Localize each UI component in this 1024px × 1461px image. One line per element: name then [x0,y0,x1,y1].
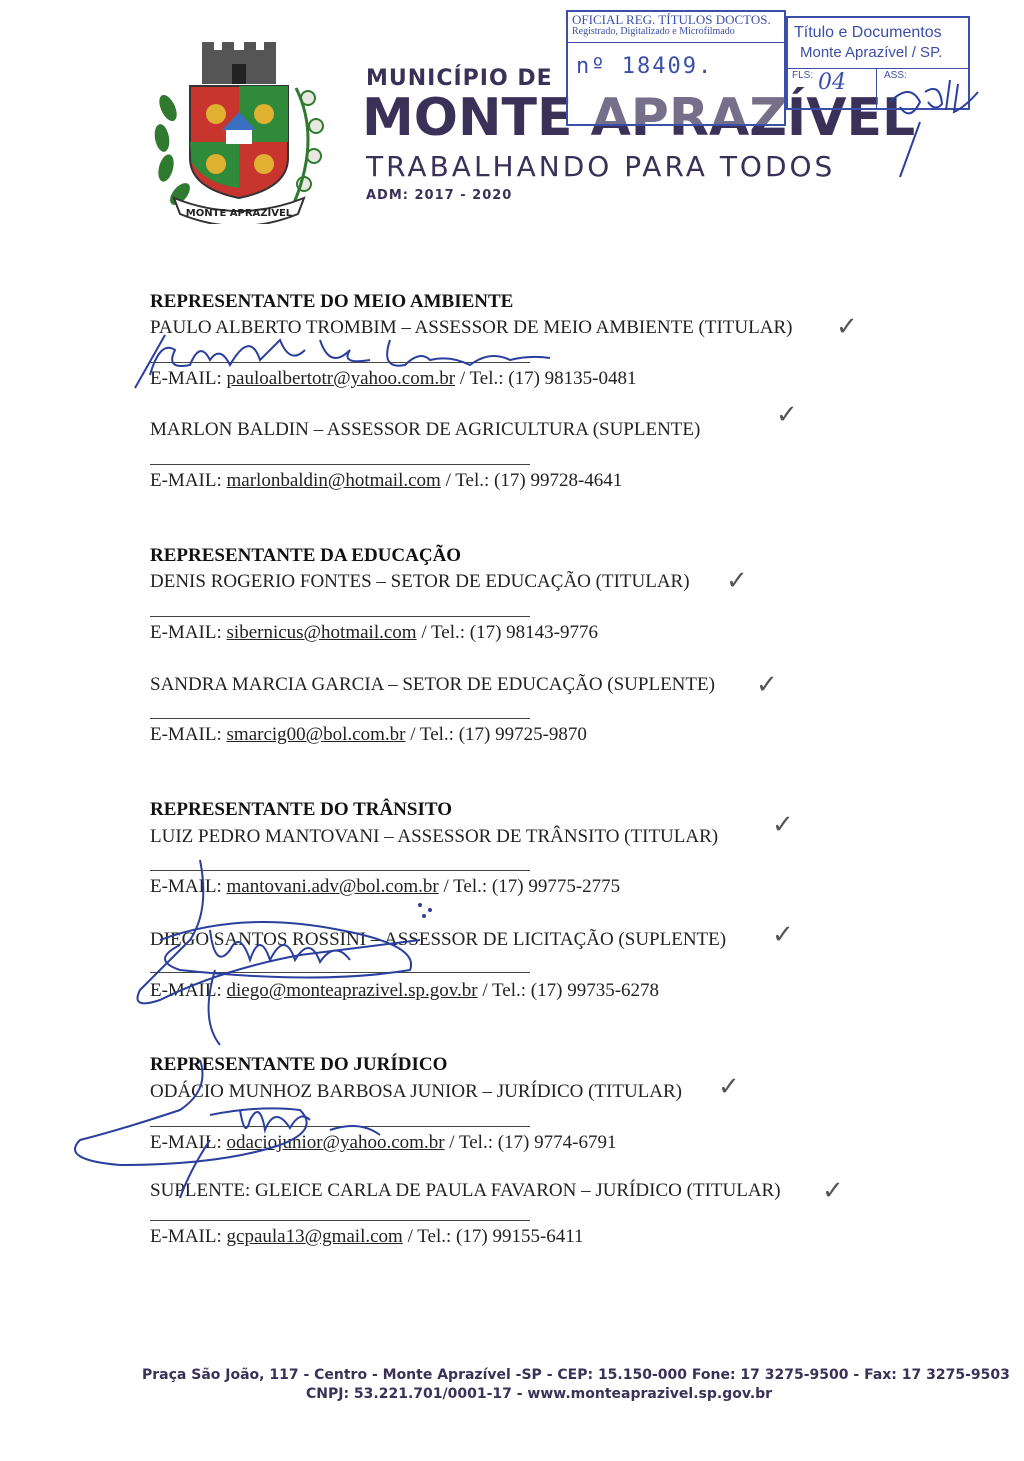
municipality-label: MUNICÍPIO DE [366,66,553,91]
member-name: PAULO ALBERTO TROMBIM – ASSESSOR DE MEIO AMBIENTE (TITULAR) [150,317,793,338]
member-phone: / Tel.: (17) 9774-6791 [444,1132,617,1153]
administration-period: ADM: 2017 - 2020 [366,188,513,203]
signature-line [150,1220,530,1221]
member-contact: E-MAIL: diego@monteaprazivel.sp.gov.br / Tel.: (17) 99735-6278 [150,980,660,1001]
check-mark-icon: ✓ [772,920,794,950]
member-phone: / Tel.: (17) 99155-6411 [402,1226,584,1247]
stamp-ass-label: ASS: [884,70,907,81]
stamp-title-line2: Monte Aprazível / SP. [800,44,943,61]
signature-line [150,464,530,465]
signature-line [150,718,530,719]
member-contact: E-MAIL: odaciojunior@yahoo.com.br / Tel.: (17) 9774-6791 [150,1132,617,1153]
member-name: SUPLENTE: GLEICE CARLA DE PAULA FAVARON – JURÍDICO (TITULAR) [150,1180,781,1201]
stamp-fls-label: FLS: [792,70,814,81]
member-name: MARLON BALDIN – ASSESSOR DE AGRICULTURA (SUPLENTE) [150,419,701,440]
footer-address: Praça São João, 117 - Centro - Monte Aprazível -SP - CEP: 15.150-000 Fone: 17 3275-9500 - Fax: 17 3275-9503 [142,1367,1010,1383]
section-heading-meio-ambiente: REPRESENTANTE DO MEIO AMBIENTE [150,291,514,312]
member-name: DENIS ROGERIO FONTES – SETOR DE EDUCAÇÃO (TITULAR) [150,571,690,592]
member-contact: E-MAIL: marlonbaldin@hotmail.com / Tel.: (17) 99728-4641 [150,470,623,491]
member-email: odaciojunior@yahoo.com.br [226,1132,445,1153]
member-email: smarcig00@bol.com.br [226,724,406,745]
registry-stamp-title: OFICIAL REG. TÍTULOS DOCTOS. [572,12,771,27]
stamp-title-line1: Título e Documentos [794,24,942,41]
member-phone: / Tel.: (17) 99735-6278 [477,980,660,1001]
check-mark-icon: ✓ [822,1176,844,1206]
member-name: DIEGO SANTOS ROSSINI – ASSESSOR DE LICITAÇÃO (SUPLENTE) [150,929,727,950]
city-name: MONTE APRAZÍVEL [362,88,916,148]
member-email: mantovani.adv@bol.com.br [226,876,439,897]
member-email: sibernicus@hotmail.com [226,622,417,643]
section-heading-educacao: REPRESENTANTE DA EDUCAÇÃO [150,545,462,566]
member-phone: / Tel.: (17) 99725-9870 [405,724,587,745]
member-contact: E-MAIL: mantovani.adv@bol.com.br / Tel.: (17) 99775-2775 [150,876,621,897]
slogan: TRABALHANDO PARA TODOS [366,150,836,183]
member-phone: / Tel.: (17) 99775-2775 [438,876,621,897]
member-email: gcpaula13@gmail.com [226,1226,403,1247]
member-email: marlonbaldin@hotmail.com [226,470,441,491]
member-contact: E-MAIL: gcpaula13@gmail.com / Tel.: (17) 99155-6411 [150,1226,584,1247]
member-name: SANDRA MARCIA GARCIA – SETOR DE EDUCAÇÃO (SUPLENTE) [150,674,715,695]
ribbon-text: MONTE APRAZÍVEL [185,208,293,219]
member-contact: E-MAIL: sibernicus@hotmail.com / Tel.: (17) 98143-9776 [150,622,598,643]
registry-stamp [566,10,786,126]
member-name: LUIZ PEDRO MANTOVANI – ASSESSOR DE TRÂNSITO (TITULAR) [150,826,719,847]
registry-stamp-subtitle: Registrado, Digitalizado e Microfilmado [572,26,735,37]
member-phone: / Tel.: (17) 98143-9776 [416,622,598,643]
member-contact: E-MAIL: smarcig00@bol.com.br / Tel.: (17) 99725-9870 [150,724,587,745]
member-name: ODÁCIO MUNHOZ BARBOSA JUNIOR – JURÍDICO (TITULAR) [150,1081,682,1102]
section-heading-juridico: REPRESENTANTE DO JURÍDICO [150,1054,448,1075]
check-mark-icon: ✓ [726,566,748,596]
handwritten-signature-transito [120,850,460,1050]
member-phone: / Tel.: (17) 98135-0481 [455,368,637,389]
stamp-fls-value: 04 [818,70,846,95]
member-email: pauloalbertotr@yahoo.com.br [226,368,456,389]
handwritten-signature-juridico [60,1050,440,1200]
registry-number: nº 18409. [576,54,714,79]
member-contact: E-MAIL: pauloalbertotr@yahoo.com.br / Tel.: (17) 98135-0481 [150,368,637,389]
handwritten-signature-paulo [130,320,560,390]
member-email: diego@monteaprazivel.sp.gov.br [226,980,478,1001]
footer-cnpj-website: CNPJ: 53.221.701/0001-17 - www.monteaprazivel.sp.gov.br [306,1386,773,1402]
check-mark-icon: ✓ [718,1072,740,1102]
signature-line [150,616,530,617]
check-mark-icon: ✓ [756,670,778,700]
coat-of-arms-emblem [146,38,332,224]
check-mark-icon: ✓ [776,400,798,430]
stamp-initials-signature [880,62,990,182]
check-mark-icon: ✓ [772,810,794,840]
member-phone: / Tel.: (17) 99728-4641 [440,470,623,491]
section-heading-transito: REPRESENTANTE DO TRÂNSITO [150,799,452,820]
check-mark-icon: ✓ [836,312,858,342]
